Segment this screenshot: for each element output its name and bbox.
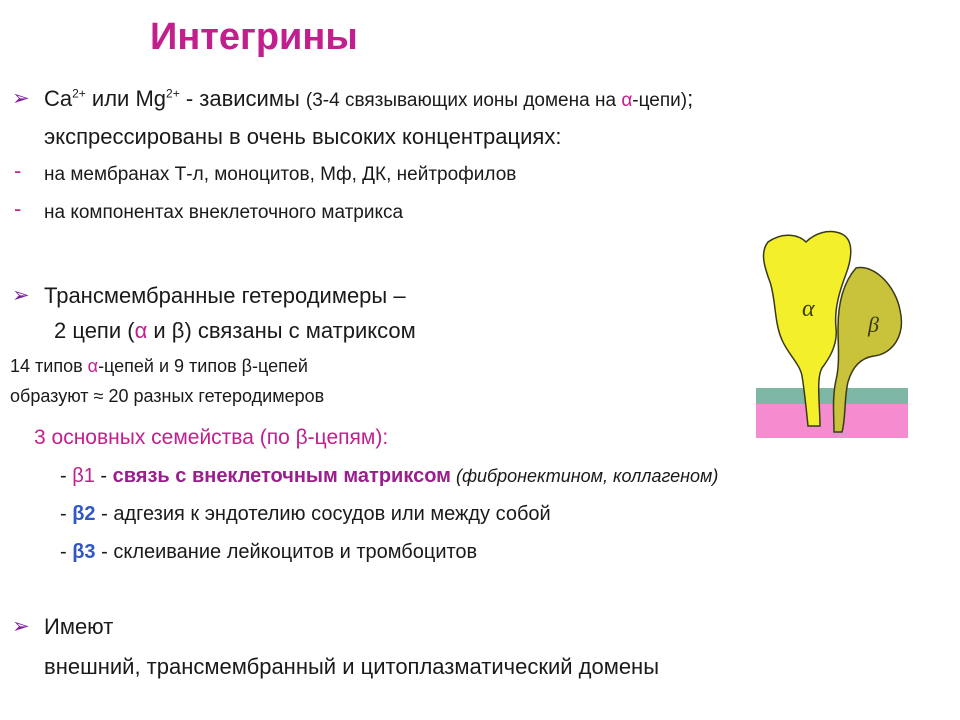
note-text-b: -цепей и 9 типов β-цепей (98, 356, 308, 376)
beta1-description: связь с внеклеточным матриксом (112, 465, 451, 487)
note-end: -цепи) (632, 90, 688, 111)
heterodimers-line: Трансмембранные гетеродимеры – (44, 283, 406, 308)
separator: - (95, 503, 114, 525)
dash-marker: - (14, 158, 22, 183)
bullet-arrow-icon: ➢ (12, 87, 30, 110)
mg-superscript: 2+ (166, 86, 180, 101)
note-text-b: 20 разных гетеродимеров (103, 386, 325, 406)
family-item-beta2 (60, 503, 551, 526)
dash-marker: - (60, 465, 73, 487)
beta2-label: β2 (72, 503, 96, 525)
bullet-arrow-icon: ➢ (12, 615, 30, 638)
membrane-top-layer (756, 388, 908, 404)
semicolon: ; (687, 86, 694, 111)
ca-text: Ca (44, 86, 73, 111)
matrix-item: на компонентах внеклеточного матрикса (44, 202, 404, 223)
chains-line (54, 318, 416, 344)
beta-chain-label: β (868, 312, 879, 337)
integrin-figure (748, 228, 910, 443)
bullet-arrow-icon: ➢ (12, 284, 30, 307)
beta3-label: β3 (72, 541, 96, 563)
membranes-item: на мембранах Т-л, моноцитов, Мф, ДК, нейтрофилов (44, 164, 517, 185)
dependence-text: - зависимы (179, 86, 306, 111)
families-heading: 3 основных семейства (по β-цепям): (34, 426, 389, 449)
membrane-bottom-layer (756, 404, 908, 438)
separator: - (95, 541, 114, 563)
note-text-a: 14 типов (10, 356, 88, 376)
chain-types-note (10, 356, 308, 377)
domains-line: внешний, трансмембранный и цитоплазматический домены (44, 654, 660, 679)
beta2-description: адгезия к эндотелию сосудов или между собой (113, 503, 551, 525)
expression-line: экспрессированы в очень высоких концентрациях: (44, 124, 562, 149)
beta1-label: β1 (72, 465, 95, 487)
beta1-examples: (фибронектином, коллагеном) (450, 466, 719, 486)
alpha-symbol: α (87, 356, 99, 376)
alpha-symbol: α (134, 318, 148, 343)
dash-marker: - (60, 503, 73, 525)
chains-text-b: и β) связаны с матриксом (147, 318, 416, 343)
note-start: (3-4 связывающих ионы домена на (305, 90, 622, 111)
dash-marker: - (14, 196, 22, 221)
alpha-chain-label: α (802, 296, 815, 322)
ion-dependence-line (44, 86, 693, 112)
family-item-beta3 (60, 541, 477, 564)
mg-text: или Mg (85, 86, 167, 111)
beta3-description: склеивание лейкоцитов и тромбоцитов (113, 541, 478, 563)
alpha-symbol: α (621, 90, 633, 111)
note-text-a: образуют (10, 386, 94, 406)
family-item-beta1 (60, 465, 718, 488)
binding-domain-note (306, 90, 687, 111)
separator: - (94, 465, 113, 487)
domains-heading: Имеют (44, 614, 114, 639)
chains-text-a: 2 цепи ( (54, 318, 135, 343)
page-title: Интегрины (150, 16, 358, 58)
heterodimers-count-note (10, 386, 324, 407)
dash-marker: - (60, 541, 73, 563)
ca-superscript: 2+ (72, 86, 86, 101)
approx-symbol: ≈ (93, 386, 104, 406)
integrin-illustration (748, 228, 910, 443)
